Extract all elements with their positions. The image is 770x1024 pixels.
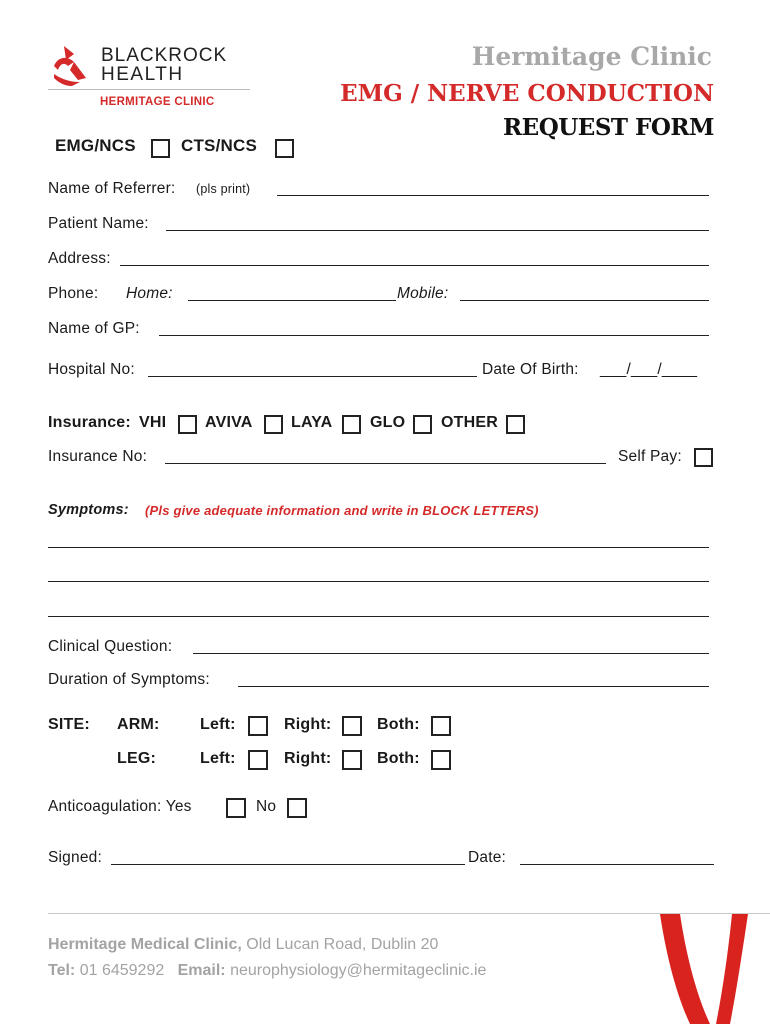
- self-pay-label: Self Pay:: [618, 448, 682, 465]
- logo-sub: HERMITAGE CLINIC: [100, 96, 215, 108]
- patient-name-line[interactable]: [166, 230, 709, 231]
- site-arm-label: ARM:: [117, 716, 160, 733]
- site-arm-left-label: Left:: [200, 716, 236, 733]
- site-arm-both-checkbox[interactable]: [431, 716, 451, 736]
- duration-label: Duration of Symptoms:: [48, 671, 210, 688]
- phone-label: Phone:: [48, 285, 99, 302]
- footer-tel-label: Tel:: [48, 962, 76, 979]
- footer-email[interactable]: neurophysiology@hermitageclinic.ie: [230, 962, 487, 979]
- logo-divider: [48, 89, 250, 90]
- footer-tel: 01 6459292: [79, 962, 165, 979]
- insurance-no-line[interactable]: [165, 463, 606, 464]
- referrer-line[interactable]: [277, 195, 709, 196]
- blackrock-logo-mark: [50, 44, 90, 86]
- hospital-no-line[interactable]: [148, 376, 477, 377]
- mobile-phone-line[interactable]: [460, 300, 709, 301]
- test-type-emg-label: EMG/NCS: [55, 136, 136, 155]
- address-label: Address:: [48, 250, 111, 267]
- insurance-other-checkbox[interactable]: [506, 415, 525, 434]
- site-arm-right-label: Right:: [284, 716, 332, 733]
- insurance-aviva-checkbox[interactable]: [264, 415, 283, 434]
- site-label: SITE:: [48, 716, 90, 733]
- logo: [48, 40, 253, 120]
- site-arm-both-label: Both:: [377, 716, 420, 733]
- footer-email-label: Email:: [177, 962, 226, 979]
- dob-label: Date Of Birth:: [482, 361, 579, 378]
- address-line[interactable]: [120, 265, 709, 266]
- site-arm-left-checkbox[interactable]: [248, 716, 268, 736]
- referrer-note: (pls print): [196, 182, 251, 196]
- insurance-no-label: Insurance No:: [48, 448, 148, 465]
- insurance-other-label: OTHER: [441, 414, 498, 431]
- footer-street: Old Lucan Road, Dublin 20: [246, 936, 439, 953]
- footer-contact: [48, 962, 486, 980]
- gp-label: Name of GP:: [48, 320, 140, 337]
- dob-field[interactable]: ___/___/____: [600, 361, 698, 378]
- date-line[interactable]: [520, 864, 714, 865]
- insurance-laya-checkbox[interactable]: [342, 415, 361, 434]
- form-title-line2: REQUEST FORM: [503, 114, 714, 141]
- footer-address: [48, 936, 438, 954]
- insurance-aviva-label: AVIVA: [205, 414, 253, 431]
- site-leg-both-checkbox[interactable]: [431, 750, 451, 770]
- symptoms-label: Symptoms:: [48, 502, 129, 518]
- site-leg-left-checkbox[interactable]: [248, 750, 268, 770]
- site-leg-label: LEG:: [117, 750, 157, 767]
- signed-label: Signed:: [48, 849, 102, 866]
- clinical-question-label: Clinical Question:: [48, 638, 173, 655]
- logo-line2: HEALTH: [101, 64, 184, 85]
- footer-clinic-name: Hermitage Medical Clinic,: [48, 936, 242, 953]
- symptoms-line-1[interactable]: [48, 547, 709, 548]
- signed-line[interactable]: [111, 864, 465, 865]
- symptoms-note: (Pls give adequate information and write in BLOCK LETTERS): [145, 503, 539, 518]
- site-leg-right-checkbox[interactable]: [342, 750, 362, 770]
- home-label: Home:: [126, 285, 173, 302]
- clinical-question-line[interactable]: [193, 653, 709, 654]
- anticoag-no-label: No: [256, 798, 277, 815]
- insurance-vhi-label: VHI: [139, 414, 167, 431]
- anticoag-label: Anticoagulation: Yes: [48, 798, 192, 815]
- logo-line1: BLACKROCK: [101, 45, 228, 66]
- self-pay-checkbox[interactable]: [694, 448, 713, 467]
- insurance-glo-checkbox[interactable]: [413, 415, 432, 434]
- site-leg-both-label: Both:: [377, 750, 420, 767]
- mobile-label: Mobile:: [397, 285, 449, 302]
- site-arm-right-checkbox[interactable]: [342, 716, 362, 736]
- gp-line[interactable]: [159, 335, 709, 336]
- symptoms-line-2[interactable]: [48, 581, 709, 582]
- patient-name-label: Patient Name:: [48, 215, 149, 232]
- test-type-cts-checkbox[interactable]: [275, 139, 294, 158]
- date-label: Date:: [468, 849, 507, 866]
- duration-line[interactable]: [238, 686, 709, 687]
- footer-swoosh-decoration: [640, 914, 770, 1024]
- home-phone-line[interactable]: [188, 300, 396, 301]
- test-type-cts-label: CTS/NCS: [181, 136, 258, 155]
- site-leg-left-label: Left:: [200, 750, 236, 767]
- insurance-glo-label: GLO: [370, 414, 406, 431]
- insurance-label: Insurance:: [48, 414, 131, 431]
- referrer-label: Name of Referrer:: [48, 180, 176, 197]
- insurance-laya-label: LAYA: [291, 414, 333, 431]
- test-type-emg-checkbox[interactable]: [151, 139, 170, 158]
- site-leg-right-label: Right:: [284, 750, 332, 767]
- insurance-vhi-checkbox[interactable]: [178, 415, 197, 434]
- hospital-no-label: Hospital No:: [48, 361, 135, 378]
- anticoag-no-checkbox[interactable]: [287, 798, 307, 818]
- clinic-name: Hermitage Clinic: [471, 42, 712, 71]
- symptoms-line-3[interactable]: [48, 616, 709, 617]
- form-title-line1: EMG / NERVE CONDUCTION: [340, 80, 714, 107]
- anticoag-yes-checkbox[interactable]: [226, 798, 246, 818]
